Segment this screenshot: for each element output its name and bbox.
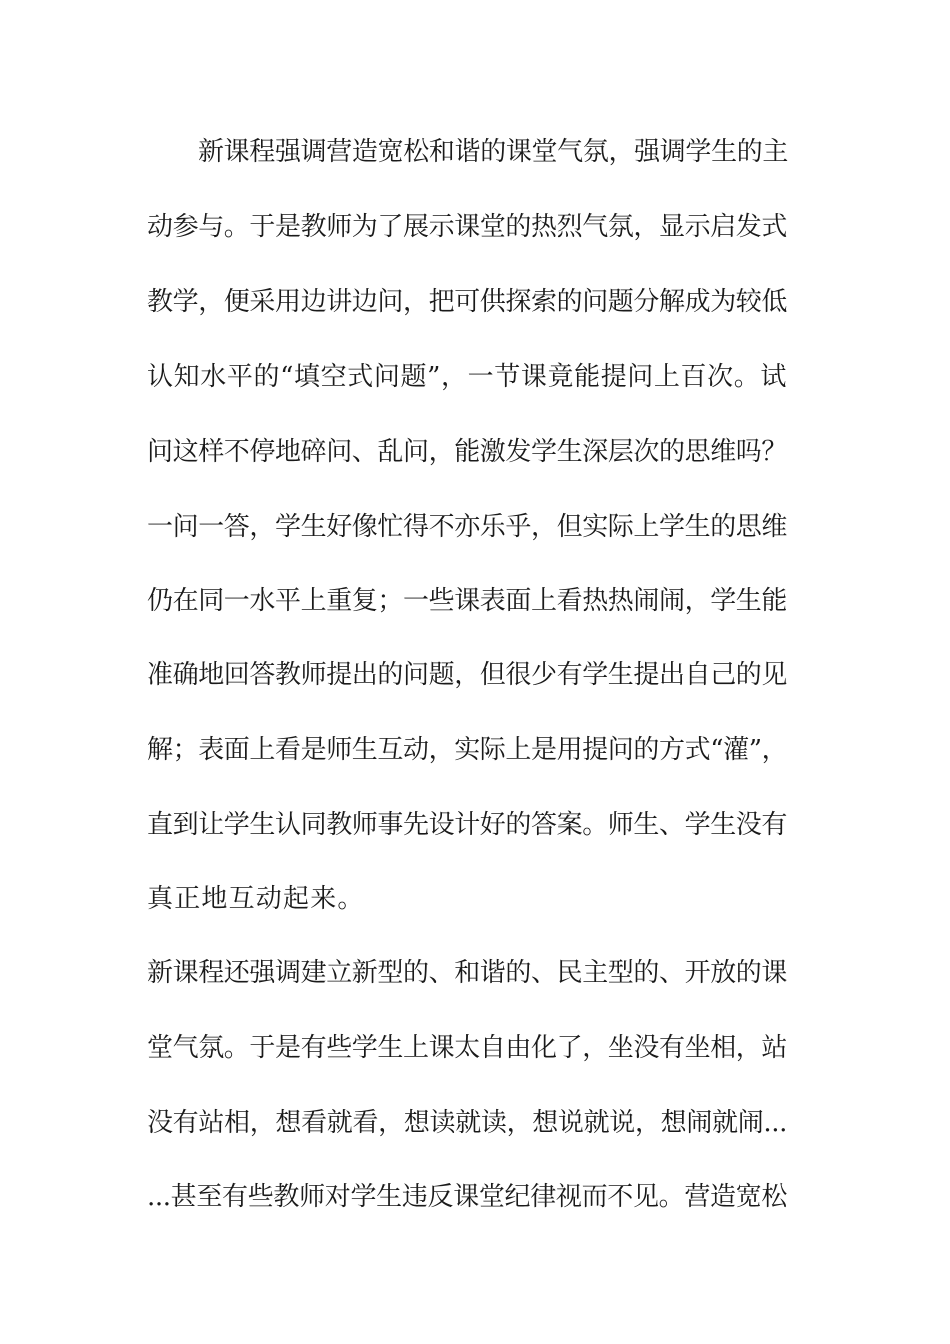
- paragraph-1-line-10: 直到让学生认同教师事先设计好的答案。师生、学生没有: [147, 810, 788, 840]
- paragraph-2-line-2: 堂气氛。于是有些学生上课太自由化了，坐没有坐相，站: [147, 1033, 788, 1063]
- paragraph-1-line-2: 动参与。于是教师为了展示课堂的热烈气氛，显示启发式: [147, 212, 788, 242]
- paragraph-1-line-6: 一问一答，学生好像忙得不亦乐乎，但实际上学生的思维: [147, 512, 788, 542]
- paragraph-2-line-4: ...甚至有些教师对学生违反课堂纪律视而不见。营造宽松: [147, 1182, 787, 1212]
- paragraph-1-line-8: 准确地回答教师提出的问题，但很少有学生提出自己的见: [147, 660, 788, 690]
- paragraph-1-line-1: 新课程强调营造宽松和谐的课堂气氛，强调学生的主: [198, 137, 788, 167]
- paragraph-1-line-3: 教学，便采用边讲边问，把可供探索的问题分解成为较低: [147, 287, 788, 317]
- paragraph-1-line-4: 认知水平的“填空式问题”，一节课竟能提问上百次。试: [147, 362, 787, 392]
- paragraph-2-line-1: 新课程还强调建立新型的、和谐的、民主型的、开放的课: [147, 958, 788, 988]
- paragraph-2-line-3: 没有站相，想看就看，想读就读，想说就说，想闹就闹...: [147, 1108, 787, 1138]
- paragraph-1-line-11: 真正地互动起来。: [147, 884, 365, 914]
- paragraph-1-line-9: 解；表面上看是师生互动，实际上是用提问的方式“灌”，: [147, 735, 788, 765]
- paragraph-1-line-7: 仍在同一水平上重复；一些课表面上看热热闹闹，学生能: [147, 586, 788, 616]
- paragraph-1-line-5: 问这样不停地碎问、乱问，能激发学生深层次的思维吗？: [147, 437, 788, 467]
